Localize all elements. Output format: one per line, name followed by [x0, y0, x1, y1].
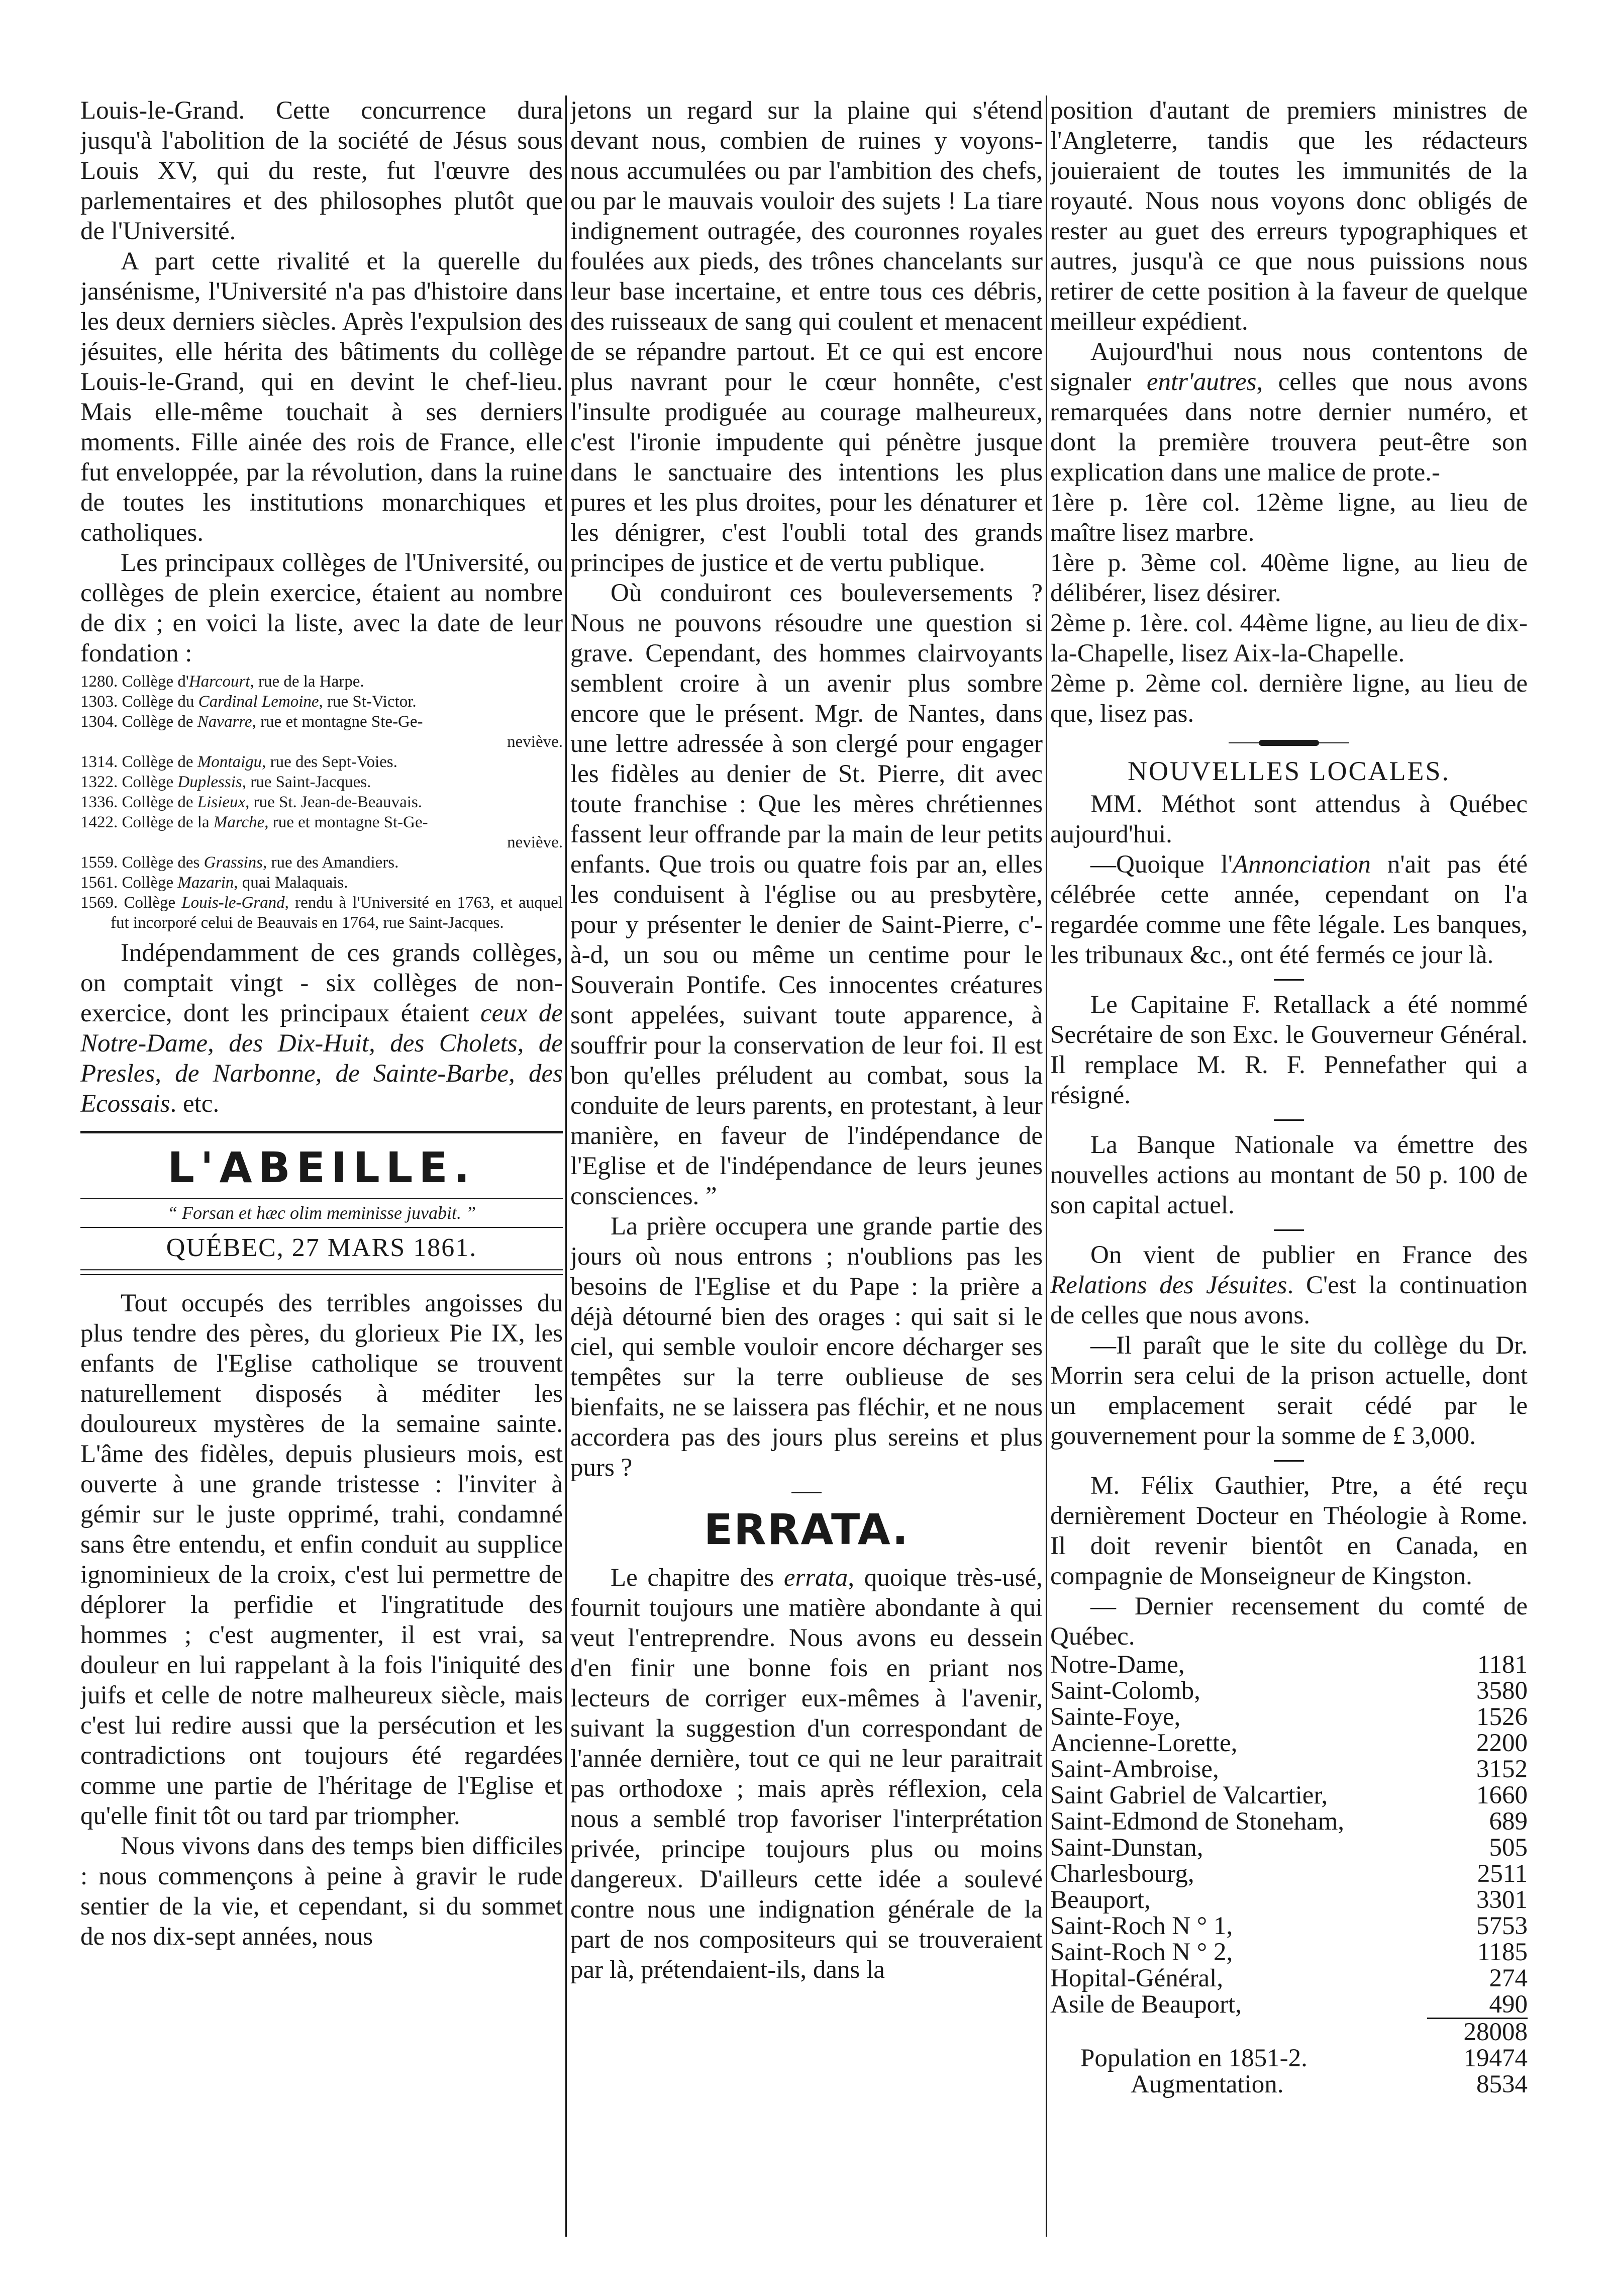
college-entry — [80, 873, 563, 893]
column-rule — [1046, 95, 1047, 2237]
census-place: Saint Gabriel de Valcartier, — [1050, 1781, 1328, 1809]
college-year: 1569. — [80, 894, 118, 912]
college-entry — [80, 772, 563, 792]
college-text: Collège d' — [122, 673, 189, 691]
college-year: 1314. — [80, 753, 118, 771]
census-count: 2511 — [1477, 1860, 1528, 1888]
college-year: 1561. — [80, 874, 118, 892]
table-row — [1050, 1652, 1528, 1678]
news-item: Le Capitaine F. Retallack a été nommé Secrétaire de son Exc. le Gouverneur Général. Il remplace M. R. F. Pennefather qui a résigné. — [1050, 991, 1528, 1109]
college-text: , rue St-Victor. — [319, 693, 417, 711]
college-text: , rue de la Harpe. — [250, 673, 364, 691]
census-place: Sainte-Foye, — [1050, 1703, 1181, 1731]
paragraph-text: —Quoique l' — [1090, 850, 1233, 879]
errata-list — [1050, 488, 1528, 729]
census-count: 2200 — [1476, 1729, 1528, 1757]
population-value: 19474 — [1463, 2044, 1528, 2072]
paragraph-text: , celles que nous avons remarquées dans notre dernier numéro, et dont la première trouvera peut-être son explication dans une malice de prote.- — [1050, 368, 1528, 487]
augmentation-value: 8534 — [1476, 2070, 1528, 2098]
college-text: Collège — [122, 773, 178, 791]
paragraph: Où conduiront ces bouleversements ? Nous ne pouvons résoudre une question si grave. Cependant, des hommes clairvoyants semblent croire à un avenir plus sombre encore que le présent. Mgr. de Nantes, dans une lettre adressée à son clergé pour engager les fidèles au denier de St. Pierre, dit avec toute franchise : Que les mères chrétiennes fassent leur offrande par la main de leur petits enfants. Que trois ou quatre fois par an, elles les conduisent à l'église ou au presbytère, pour y présenter le denier de Saint-Pierre, c'-à-d, un sou ou même un centime pour le Souverain Pontife. Ces innocentes créatures sont appelées, suivant toute apparence, à souffrir pour la conservation de leur foi. Il est bon qu'elles préludent au combat, sous la conduite de leurs parents, en protestant, à leur manière, en faveur de l'indépendance de l'Eglise et de l'indépendance de leurs jeunes consciences. ” — [570, 579, 1043, 1210]
census-count: 1181 — [1477, 1651, 1528, 1679]
table-cell — [1050, 2019, 1427, 2046]
college-text: Collège des — [122, 853, 204, 872]
paragraph-text: n'ait pas été célébrée cette année, cependant on l'a regardée comme une fête légale. Les banques, les tribunaux &c., ont été fermés ce jour là. — [1050, 850, 1528, 969]
table-row — [1050, 1939, 1528, 1965]
college-year: 1559. — [80, 853, 118, 872]
table-row — [1050, 1913, 1528, 1939]
paragraph — [570, 1563, 1043, 1985]
college-text: , rue des Amandiers. — [263, 853, 399, 872]
table-row — [1050, 1965, 1528, 1991]
paragraph: A part cette rivalité et la querelle du jansénisme, l'Université n'a pas d'histoire dans les deux derniers siècles. Après l'expulsion des jésuites, elle hérita des bâtiments du collège Louis-le-Grand, qui en devint le chef-lieu. Mais elle-même touchait à ses derniers moments. Fille ainée des rois de France, elle fut enveloppée, par la révolution, dans la ruine de toutes les institutions monarchiques et catholiques. — [80, 247, 563, 547]
news-item — [1050, 849, 1528, 970]
masthead — [80, 1131, 563, 1275]
errata-entry: 2ème p. 1ère. col. 44ème ligne, au lieu de dix-la-Chapelle, lisez Aix-la-Chapelle. — [1050, 609, 1528, 667]
college-entry — [80, 672, 563, 692]
census-count: 274 — [1489, 1964, 1528, 1992]
table-row — [1050, 1991, 1528, 2019]
paragraph: Nous vivons dans des temps bien difficiles : nous commençons à peine à gravir le rude sentier de la vie, et cependant, si du sommet de nos dix-sept années, nous — [80, 1832, 563, 1951]
census-place: Hopital-Général, — [1050, 1964, 1224, 1992]
paragraph-text: entr'autres — [1146, 368, 1257, 396]
college-entry — [80, 792, 563, 812]
news-item — [1050, 1240, 1528, 1330]
augmentation-label: Augmentation. — [1131, 2070, 1284, 2098]
college-name: Lisieux — [197, 793, 246, 811]
column-2 — [570, 95, 1043, 2287]
news-item: M. Félix Gauthier, Ptre, a été reçu dernièrement Docteur en Théologie à Rome. Il doit revenir bientôt en Canada, en compagnie de Monseigneur de Kingston. — [1050, 1472, 1528, 1590]
paragraph: La prière occupera une grande partie des jours où nous entrons ; n'oublions pas les besoins de l'Eglise et du Pape : la prière a déjà détourné bien des orages : qui sait si le ciel, qui semble vouloir encore décharger ses tempêtes sur la terre oublieuse de ses bienfaits, ne se laissera pas fléchir, et ne nous accordera pas des jours plus sereins et plus purs ? — [570, 1212, 1043, 1482]
news-item: MM. Méthot sont attendus à Québec aujourd'hui. — [1050, 790, 1528, 848]
college-text: neviève. — [507, 833, 563, 851]
college-text: Collège — [122, 874, 178, 892]
column-1 — [80, 95, 563, 2287]
college-text: Collège de — [122, 793, 197, 811]
census-count: 3580 — [1476, 1677, 1528, 1705]
college-text: , rue Saint-Jacques. — [242, 773, 371, 791]
dateline: QUÉBEC, 27 MARS 1861. — [80, 1228, 563, 1271]
census-count: 1526 — [1476, 1703, 1528, 1731]
errata-entry: 1ère p. 3ème col. 40ème ligne, au lieu de délibérer, lisez désirer. — [1050, 549, 1528, 607]
college-year: 1304. — [80, 713, 118, 731]
college-name: Duplessis — [177, 773, 242, 791]
college-name: Montaigu — [197, 753, 262, 771]
college-name: Grassins — [204, 853, 263, 872]
census-place: Saint-Dunstan, — [1050, 1834, 1203, 1862]
table-row — [1050, 2045, 1528, 2071]
paragraph: Louis-le-Grand. Cette concurrence dura jusqu'à l'abolition de la société de Jésus sous Louis XV, qui du reste, fut l'œuvre des parlementaires et des philosophes plutôt que de l'Université. — [80, 97, 563, 245]
college-year: 1303. — [80, 693, 118, 711]
table-row — [1050, 1782, 1528, 1808]
separator-rule — [791, 1492, 822, 1493]
college-entry — [80, 692, 563, 712]
college-text: Collège — [124, 894, 182, 912]
census-count: 5753 — [1476, 1912, 1528, 1940]
college-names: ceux de Notre-Dame, des Dix-Huit, des Cholets, de Presles, de Narbonne, de Sainte-Barbe, des Ecossais — [80, 999, 563, 1118]
table-row — [1050, 1678, 1528, 1704]
paragraph-text: , quoique très-usé, fournit toujours une matière abondante à qui veut l'entreprendre. Nous avons eu dessein d'en finir une bonne fois en priant nos lecteurs de corriger eux-mêmes à l'avenir, suivant la suggestion d'un correspondant de l'année dernière, tout ce qui ne leur paraitrait pas orthodoxe ; mais après réflexion, cela nous a semblé trop favoriser l'interprétation privée, principe toujours plus ou moins dangereux. D'ailleurs cette idée a soulevé contre nous une indignation générale de la part de nos compositeurs qui se trouveraient par là, prétendaient-ils, dans la — [570, 1564, 1043, 1984]
college-year: 1322. — [80, 773, 118, 791]
college-year: 1280. — [80, 673, 118, 691]
census-count: 3301 — [1476, 1886, 1528, 1914]
paragraph-text: Indépendamment de ces grands collèges, on comptait vingt - six collèges de non-exercice, dont les principaux étaient — [80, 939, 563, 1027]
census-count: 1660 — [1476, 1781, 1528, 1809]
paragraph: Les principaux collèges de l'Université, ou collèges de plein exercice, étaient au nombre de dix ; en voici la liste, avec la date de leur fondation : — [80, 549, 563, 667]
census-place: Saint-Roch N ° 1, — [1050, 1912, 1233, 1940]
table-row — [1050, 1756, 1528, 1782]
column-rule — [565, 95, 567, 2237]
college-entry — [80, 752, 563, 772]
newspaper-title: L'ABEILLE. — [167, 1143, 476, 1192]
paragraph — [80, 938, 563, 1119]
college-year: 1422. — [80, 813, 118, 831]
separator-rule — [1274, 1119, 1304, 1121]
census-place: Charlesbourg, — [1050, 1860, 1194, 1888]
college-text: , rue des Sept-Voies. — [262, 753, 397, 771]
college-name: Cardinal Lemoine — [198, 693, 319, 711]
column-3 — [1050, 95, 1528, 2287]
table-row — [1050, 1704, 1528, 1730]
college-entry — [80, 812, 563, 832]
paragraph: jetons un regard sur la plaine qui s'étend devant nous, combien de ruines y voyons-nous accumulées ou par l'ambition des chefs, ou par le mauvais vouloir des sujets ! La tiare indignement outragée, des couronnes royales foulées aux pieds, des trônes chancelants sur leur base incertaine, et entre tous ces débris, des ruisseaux de sang qui coulent et menacent de se répandre partout. Et ce qui est encore plus navrant pour le cœur honnête, c'est l'insulte prodiguée au courage malheureux, c'est l'ironie impudente qui pénètre jusque dans le sanctuaire des intentions les plus pures et les plus droites, pour les dénaturer et les dénigrer, c'est l'oubli total des grands principes de justice et de vertu publique. — [570, 97, 1043, 577]
section-heading: NOUVELLES LOCALES. — [1128, 756, 1450, 786]
census-count: 505 — [1489, 1834, 1528, 1862]
college-name: Louis-le-Grand — [181, 894, 285, 912]
table-row — [1050, 1835, 1528, 1861]
census-place: Notre-Dame, — [1050, 1651, 1185, 1679]
table-row — [1050, 2071, 1528, 2097]
college-text: , rendu à l'Université en 1763, et auquel fut incorporé celui de Beauvais en 1764, rue Saint-Jacques. — [111, 894, 563, 932]
paragraph: position d'autant de premiers ministres de l'Angleterre, tandis que les rédacteurs jouieraient de toutes les immunités de la royauté. Nous nous voyons donc obligés de rester au guet des erreurs typographiques et autres, jusqu'à ce que nous puissions nous retirer de cette position à la faveur de quelque meilleur expédient. — [1050, 97, 1528, 336]
census-count: 1185 — [1477, 1938, 1528, 1966]
errata-heading: ERRATA. — [703, 1505, 910, 1554]
news-item: —Il paraît que le site du collège du Dr. Morrin sera celui de la prison actuelle, dont un emplacement serait cédé par le gouvernement pour la somme de £ 3,000. — [1050, 1331, 1528, 1450]
census-count: 3152 — [1476, 1755, 1528, 1783]
paragraph-text: Le chapitre des — [611, 1564, 784, 1592]
paragraph-text: Annonciation — [1233, 850, 1371, 879]
college-entry — [80, 893, 563, 933]
paragraph-text: . etc. — [170, 1090, 220, 1118]
paragraph — [1050, 337, 1528, 488]
college-text: neviève. — [507, 733, 563, 751]
census-place: Saint-Ambroise, — [1050, 1755, 1219, 1783]
paragraph-text: Aujourd'hui nous nous contentons de signaler — [1050, 338, 1528, 396]
college-text: , rue et montagne St-Ge- — [264, 813, 428, 831]
college-name: Marche — [213, 813, 265, 831]
college-name: Navarre — [197, 713, 252, 731]
table-row — [1050, 1808, 1528, 1835]
college-name: Harcourt — [188, 673, 250, 691]
census-count: 689 — [1489, 1807, 1528, 1836]
table-row — [1050, 1887, 1528, 1913]
census-place: Saint-Colomb, — [1050, 1677, 1200, 1705]
college-text: Collège du — [122, 693, 198, 711]
errata-entry: 2ème p. 2ème col. dernière ligne, au lieu de que, lisez pas. — [1050, 669, 1528, 728]
newspaper-motto: “ Forsan et hæc olim meminisse juvabit. ” — [80, 1198, 563, 1228]
census-place: Asile de Beauport, — [1050, 1990, 1242, 2019]
census-place: Ancienne-Lorette, — [1050, 1729, 1238, 1757]
table-row — [1050, 2019, 1528, 2046]
census-table — [1050, 1652, 1528, 2097]
paragraph-text: Relations des Jésuites — [1050, 1271, 1287, 1299]
table-row — [1050, 1861, 1528, 1887]
ornament-rule — [1229, 740, 1349, 746]
college-entry — [80, 852, 563, 873]
census-place: Saint-Roch N ° 2, — [1050, 1938, 1233, 1966]
college-text: , rue St. Jean-de-Beauvais. — [245, 793, 423, 811]
separator-rule — [1274, 1460, 1304, 1462]
paragraph-text: . C'est la continuation de celles que nous avons. — [1050, 1271, 1528, 1329]
table-row — [1050, 1730, 1528, 1756]
college-list — [80, 672, 563, 933]
census-total: 28008 — [1427, 2019, 1528, 2046]
college-text: Collège de la — [122, 813, 214, 831]
separator-rule — [1274, 1229, 1304, 1231]
college-text: , quai Malaquais. — [234, 874, 348, 892]
news-item: — Dernier recensement du comté de Québec. — [1050, 1592, 1528, 1651]
college-entry — [80, 712, 563, 732]
college-name: Mazarin — [177, 874, 234, 892]
population-label: Population en 1851-2. — [1080, 2044, 1308, 2072]
college-text: Collège de — [122, 713, 197, 731]
census-place: Beauport, — [1050, 1886, 1151, 1914]
news-item: La Banque Nationale va émettre des nouvelles actions au montant de 50 p. 100 de son capital actuel. — [1050, 1131, 1528, 1219]
census-place: Saint-Edmond de Stoneham, — [1050, 1807, 1345, 1836]
paragraph: Tout occupés des terribles angoisses du plus tendre des pères, du glorieux Pie IX, les enfants de l'Eglise catholique se trouvent naturellement disposés à méditer les douloureux mystères de la semaine sainte. L'âme des fidèles, depuis plusieurs mois, est ouverte à une grande tristesse : l'inviter à gémir sur le juste opprimé, trahi, condamné sans être entendu, et enfin conduit au supplice ignominieux de la croix, c'est lui permettre de déplorer la perfidie et l'ingratitude des hommes ; c'est augmenter, il est vrai, sa douleur en lui rappelant à la fois l'iniquité des juifs et celle de notre malheureux siècle, mais c'est lui redire aussi que la persécution et les contradictions ont toujours été regardées comme une partie de l'héritage de l'Eglise et qu'elle finit tôt ou tard par triompher. — [80, 1289, 563, 1830]
separator-rule — [1274, 979, 1304, 981]
paragraph-text: errata — [783, 1564, 848, 1592]
census-count: 490 — [1489, 1990, 1528, 2019]
paragraph-text: On vient de publier en France des — [1090, 1241, 1528, 1269]
college-text: Collège de — [122, 753, 197, 771]
errata-entry: 1ère p. 1ère col. 12ème ligne, au lieu de maître lisez marbre. — [1050, 489, 1528, 547]
college-text: , rue et montagne Ste-Ge- — [252, 713, 423, 731]
college-year: 1336. — [80, 793, 118, 811]
